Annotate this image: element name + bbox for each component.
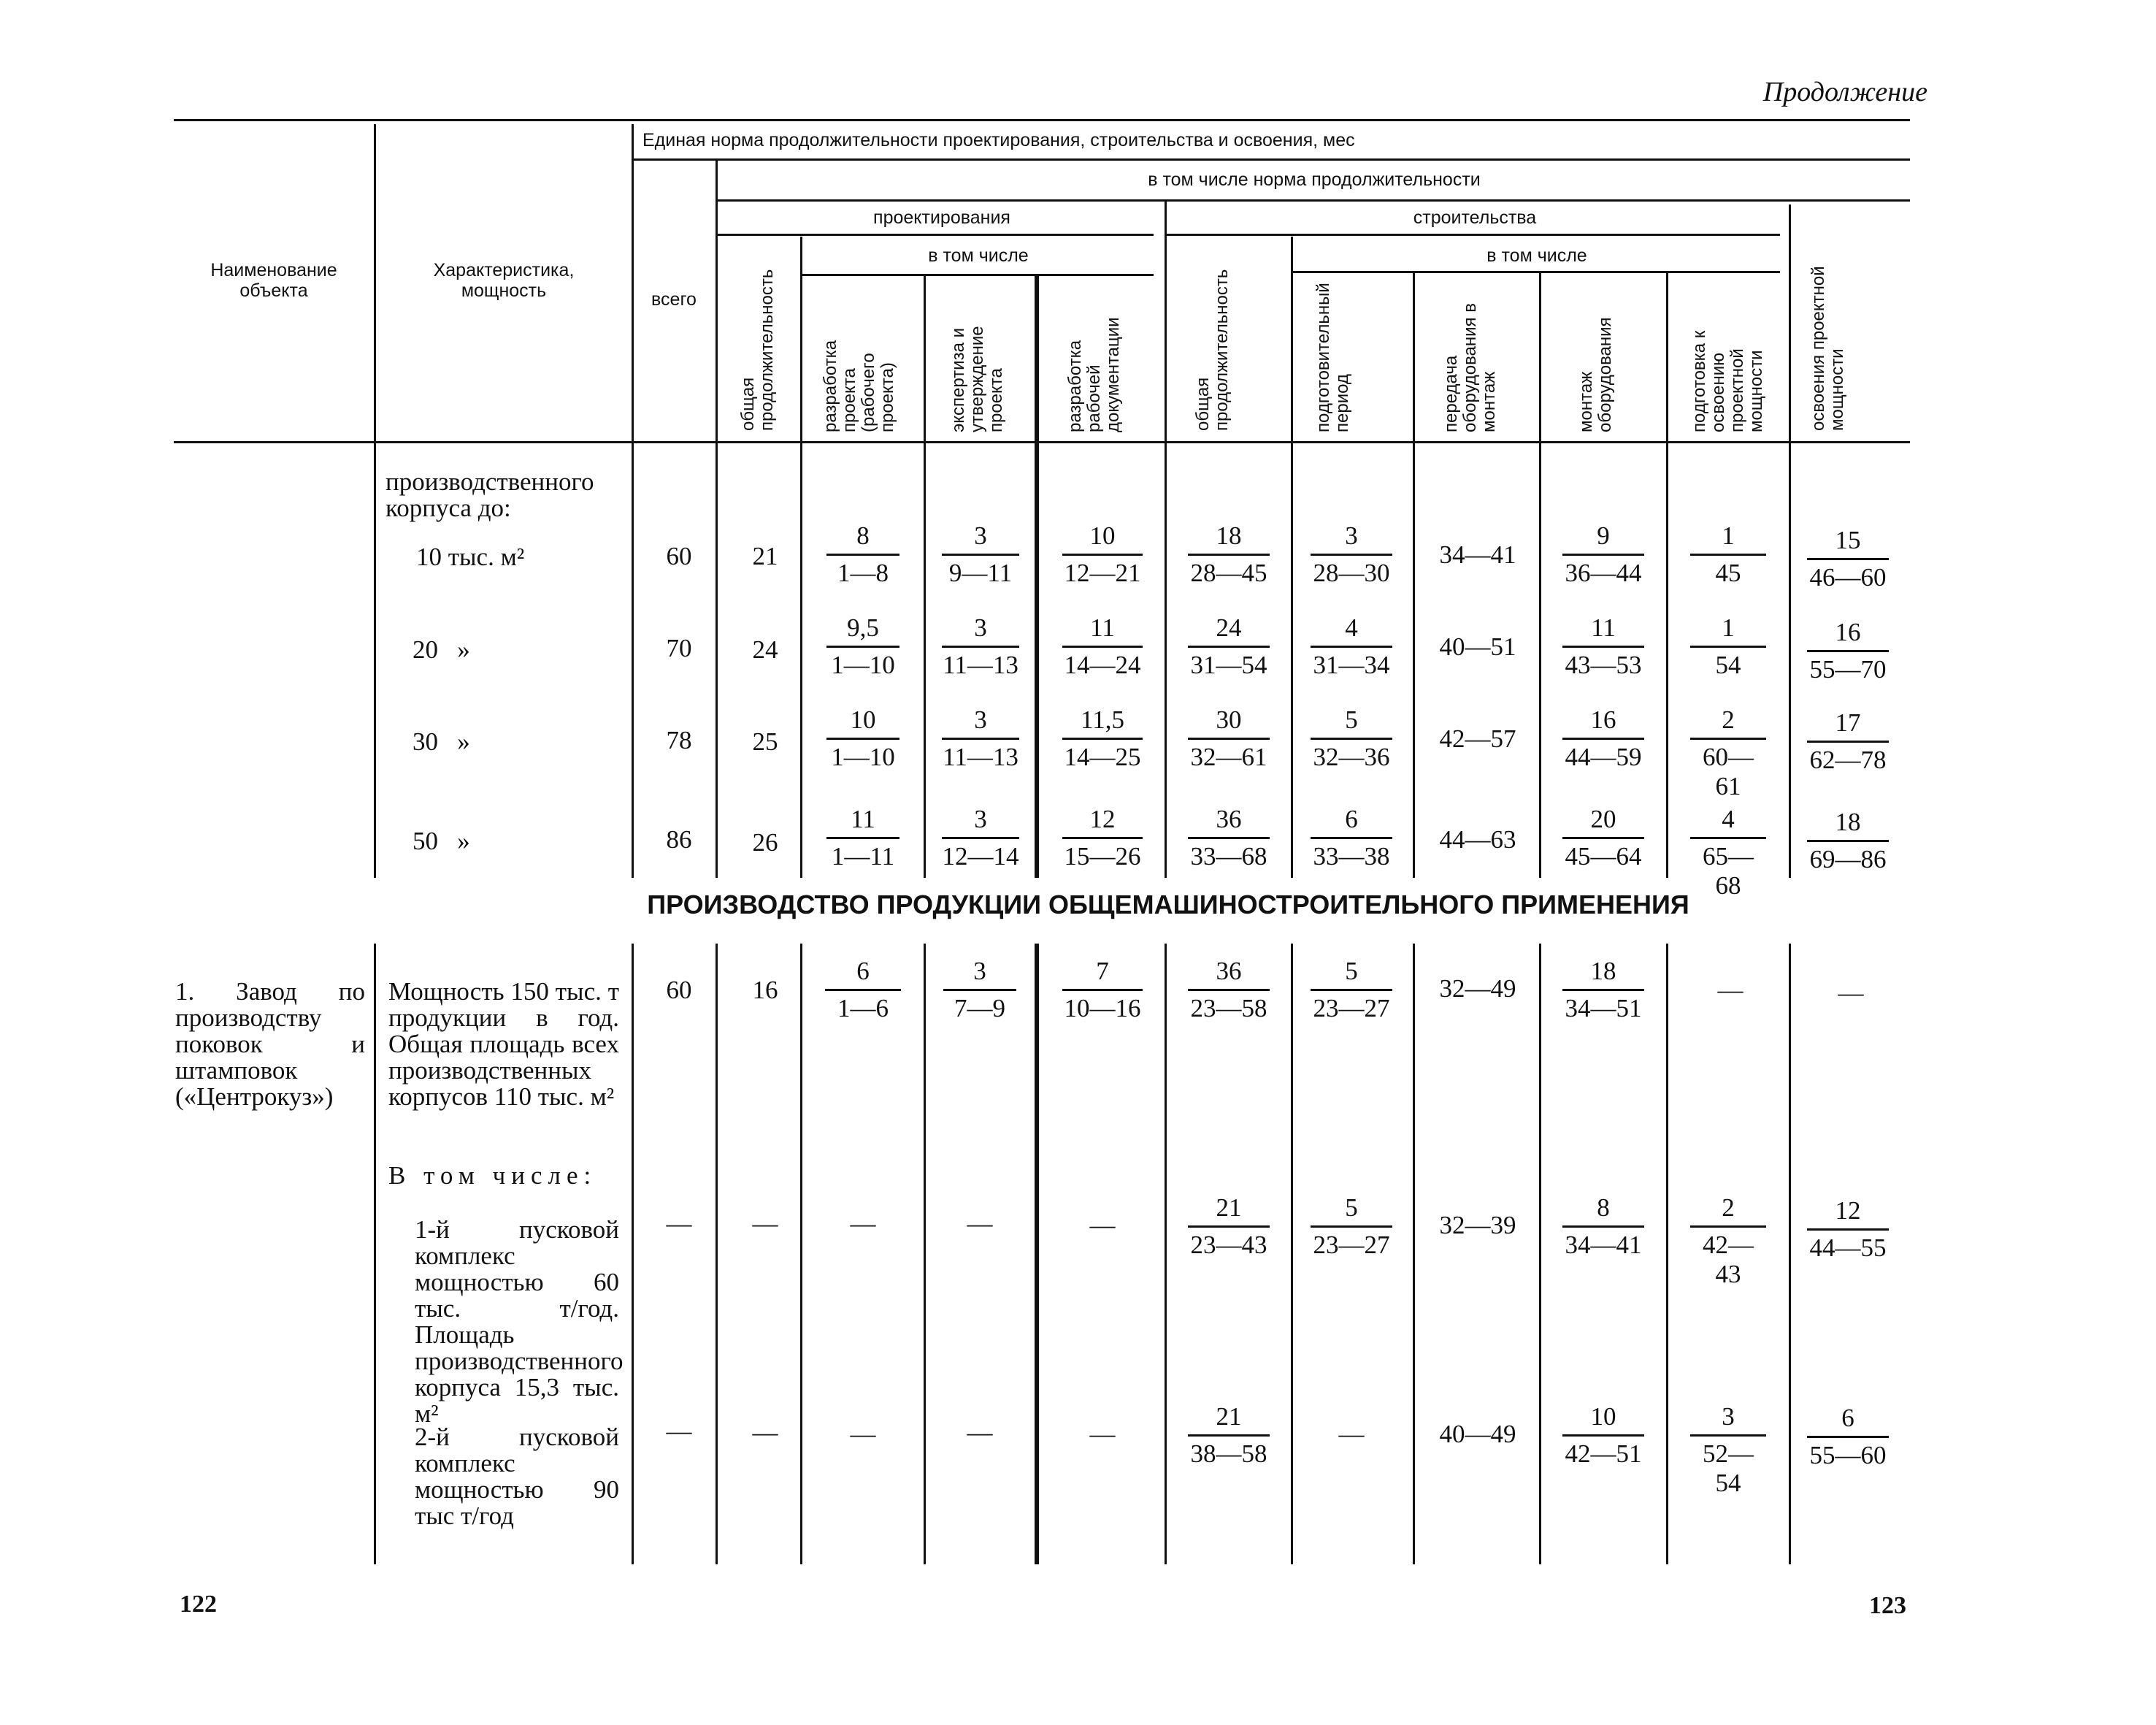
b1-r1-c-ready: $\frac{1}{54}$ — [1690, 613, 1766, 680]
b1-r1-cap: 20 » — [413, 635, 470, 664]
b1-r1-c-transfer: 40—51 — [1439, 632, 1516, 661]
vl-constr-prep — [1413, 273, 1415, 441]
b1-r2-cap: 30 » — [413, 727, 470, 756]
b1-vl-c-ready — [1789, 443, 1791, 878]
header-constr-total: общая продолжительность — [1193, 269, 1232, 431]
b2-p2-c-ready: $\frac{3}{52—54}$ — [1690, 1402, 1766, 1498]
b2-vl-d-work — [1165, 944, 1167, 1564]
b2-vl-c-prep — [1413, 944, 1415, 1564]
b2-p1-c-prep: $\frac{5}{23—27}$ — [1311, 1193, 1392, 1260]
b1-r1-total: 70 — [666, 634, 692, 662]
b2-p2-d-total: — — [752, 1418, 778, 1447]
b1-vl-total — [716, 443, 718, 878]
b2-main-d-total: 16 — [752, 976, 778, 1004]
b2-main-d-exp: $\frac{3}{7—9}$ — [943, 957, 1016, 1023]
b2-p2-c-transfer: 40—49 — [1439, 1420, 1516, 1448]
vl-constr-transfer — [1539, 273, 1541, 441]
b2-vl-c-install — [1666, 944, 1668, 1564]
b2-main-d-dev: $\frac{6}{1—6}$ — [825, 957, 901, 1023]
b1-vl-c-prep — [1413, 443, 1415, 878]
b2-vl-total — [716, 944, 718, 1564]
b2-main-c-total: $\frac{36}{23—58}$ — [1188, 957, 1270, 1023]
vl-design-dev — [924, 276, 926, 441]
rule-below-design-incl — [800, 274, 1154, 276]
b1-r2-d-total: 25 — [752, 727, 778, 756]
b2-p1-d-work: — — [1089, 1211, 1116, 1239]
b2-p2-d-work: — — [1089, 1420, 1116, 1448]
b1-r0-c-prep: $\frac{3}{28—30}$ — [1311, 521, 1392, 588]
b1-r0-c-ready: $\frac{1}{45}$ — [1690, 521, 1766, 588]
b1-r3-total: 86 — [666, 825, 692, 854]
b2-object-name: 1. Завод по производству поковок и штамповок («Центрокуз») — [175, 977, 365, 1111]
b1-vl-name — [374, 443, 376, 878]
b2-main-c-prep: $\frac{5}{23—27}$ — [1311, 957, 1392, 1023]
b2-main-c-transfer: 32—49 — [1439, 974, 1516, 1003]
b2-p1-c-install: $\frac{8}{34—41}$ — [1562, 1193, 1644, 1260]
b2-p2-total: — — [666, 1417, 692, 1445]
header-constr-incl: в том числе — [1486, 245, 1587, 266]
b1-r3-c-ready: $\frac{4}{65—68}$ — [1690, 805, 1766, 900]
b2-p2-c-prep: — — [1338, 1420, 1365, 1448]
b2-vl-char — [632, 944, 634, 1564]
b1-r0-d-total: 21 — [752, 542, 778, 570]
b2-main-total: 60 — [666, 976, 692, 1004]
b1-r2-c-ready: $\frac{2}{60—61}$ — [1690, 705, 1766, 801]
rule-header-bottom — [174, 441, 1910, 443]
b1-r0-c-total: $\frac{18}{28—45}$ — [1188, 521, 1270, 588]
header-char-col: Характеристика, мощность — [433, 260, 575, 301]
b1-vl-d-exp — [1035, 443, 1039, 878]
header-constr-install: монтаж оборудования — [1576, 317, 1615, 432]
b1-vl-c-install — [1666, 443, 1668, 878]
b2-p1-c-ready: $\frac{2}{42—43}$ — [1690, 1193, 1766, 1289]
b1-r0-cap: 10 тыс. м² — [416, 543, 525, 571]
b2-p1-master: $\frac{12}{44—55}$ — [1807, 1196, 1889, 1263]
b2-p1-d-exp: — — [967, 1209, 993, 1238]
header-name-col: Наименование объекта — [210, 260, 337, 301]
vl-total — [716, 161, 718, 441]
vl-char — [632, 124, 634, 441]
vl-design-end — [1165, 202, 1167, 441]
b2-p1-c-transfer: 32—39 — [1439, 1211, 1516, 1239]
header-design: проектирования — [873, 207, 1010, 228]
b1-r1-master: $\frac{16}{55—70}$ — [1807, 618, 1889, 684]
b2-p2-d-dev: — — [850, 1420, 876, 1448]
b2-p2-c-total: $\frac{21}{38—58}$ — [1188, 1402, 1270, 1469]
b1-r0-d-dev: $\frac{8}{1—8}$ — [826, 521, 899, 588]
section-title: ПРОИЗВОДСТВО ПРОДУКЦИИ ОБЩЕМАШИНОСТРОИТЕЛЬНОГО ПРИМЕНЕНИЯ — [647, 890, 1689, 919]
b1-vl-char — [632, 443, 634, 878]
b2-main-d-work: $\frac{7}{10—16}$ — [1062, 957, 1143, 1023]
b1-r2-d-work: $\frac{11,5}{14—25}$ — [1062, 705, 1143, 772]
b2-characteristic: Мощность 150 тыс. т продукции в год. Общая площадь всех производственных корпусов 110 тыс. м² — [388, 977, 619, 1111]
b1-r2-c-install: $\frac{16}{44—59}$ — [1562, 705, 1644, 772]
b1-r1-d-exp: $\frac{3}{11—13}$ — [943, 613, 1018, 679]
b2-p2-char: 2-й пусковой комплекс мощностью 90 тыс т/год — [415, 1423, 619, 1530]
b1-r3-c-total: $\frac{36}{33—68}$ — [1188, 805, 1270, 871]
header-construction: строительства — [1413, 207, 1537, 228]
b1-r1-c-total: $\frac{24}{31—54}$ — [1188, 613, 1270, 680]
b2-vl-d-exp — [1035, 944, 1039, 1564]
b2-p2-d-exp: — — [967, 1418, 993, 1447]
b2-p2-c-install: $\frac{10}{42—51}$ — [1562, 1402, 1644, 1469]
b1-vl-d-total — [800, 443, 802, 878]
header-constr-prep: подготовительный период — [1313, 283, 1352, 432]
header-design-exp: экспертиза и утверждение проекта — [948, 326, 1006, 432]
b1-r1-d-work: $\frac{11}{14—24}$ — [1062, 613, 1143, 680]
b1-vl-c-total — [1291, 443, 1293, 878]
vl-name — [374, 124, 376, 441]
vl-constr-install — [1666, 273, 1668, 441]
b2-p1-d-total: — — [752, 1209, 778, 1238]
b1-r1-d-dev: $\frac{9,5}{1—10}$ — [826, 613, 899, 680]
b2-incl-label: В том числе: — [388, 1161, 597, 1190]
b1-r3-d-dev: $\frac{11}{1—11}$ — [826, 805, 899, 871]
b1-r3-cap: 50 » — [413, 827, 470, 855]
b1-r3-c-prep: $\frac{6}{33—38}$ — [1311, 805, 1392, 871]
b1-r0-d-exp: $\frac{3}{9—11}$ — [942, 521, 1019, 588]
continuation-label: Продолжение — [1762, 77, 1927, 107]
header-total: всего — [651, 289, 697, 310]
header-design-dev: разработка проекта (рабочего проекта) — [821, 340, 897, 432]
b1-r2-c-total: $\frac{30}{32—61}$ — [1188, 705, 1270, 772]
header-design-work: разработка рабочей документации — [1065, 317, 1123, 432]
b1-r2-d-exp: $\frac{3}{11—13}$ — [943, 705, 1018, 771]
header-constr-ready: подготовка к освоению проектной мощности — [1689, 330, 1766, 432]
b1-r1-c-install: $\frac{11}{43—53}$ — [1562, 613, 1644, 680]
page-number-right: 123 — [1869, 1592, 1906, 1619]
b1-r2-d-dev: $\frac{10}{1—10}$ — [826, 705, 899, 772]
rule-below-unified — [632, 158, 1910, 161]
b1-r0-c-transfer: 34—41 — [1439, 540, 1516, 569]
b2-main-master: — — [1838, 979, 1864, 1007]
b1-r3-master: $\frac{18}{69—86}$ — [1807, 808, 1889, 874]
b1-char-label: производственного корпуса до: — [385, 467, 594, 522]
b1-r0-c-install: $\frac{9}{36—44}$ — [1562, 521, 1644, 588]
b2-p2-master: $\frac{6}{55—60}$ — [1807, 1404, 1889, 1470]
header-design-total: общая продолжительность — [738, 269, 777, 431]
b1-r3-d-work: $\frac{12}{15—26}$ — [1062, 805, 1143, 871]
b2-main-c-install: $\frac{18}{34—51}$ — [1562, 957, 1644, 1023]
b1-vl-c-transfer — [1539, 443, 1541, 878]
b2-p1-d-dev: — — [850, 1209, 876, 1238]
b2-p1-c-total: $\frac{21}{23—43}$ — [1188, 1193, 1270, 1260]
b2-p1-total: — — [666, 1209, 692, 1238]
b1-r3-c-install: $\frac{20}{45—64}$ — [1562, 805, 1644, 871]
b1-vl-d-dev — [924, 443, 926, 878]
b2-vl-d-dev — [924, 944, 926, 1564]
b1-r0-master: $\frac{15}{46—60}$ — [1807, 526, 1889, 592]
b1-r3-c-transfer: 44—63 — [1439, 825, 1516, 854]
b2-vl-c-ready — [1789, 944, 1791, 1564]
b2-vl-name — [374, 944, 376, 1564]
rule-below-constr-incl — [1291, 271, 1780, 273]
header-constr-transfer: передача оборудования в монтаж — [1441, 303, 1499, 432]
b2-vl-d-total — [800, 944, 802, 1564]
b1-r0-total: 60 — [666, 542, 692, 570]
b2-vl-c-transfer — [1539, 944, 1541, 1564]
b1-r3-d-total: 26 — [752, 828, 778, 857]
header-mastering: освоения проектной мощности — [1808, 266, 1847, 431]
b1-r3-d-exp: $\frac{3}{12—14}$ — [942, 805, 1019, 871]
vl-design-exp — [1035, 276, 1039, 441]
header-design-incl: в том числе — [928, 245, 1029, 266]
vl-constr-end — [1789, 204, 1791, 441]
b1-vl-d-work — [1165, 443, 1167, 878]
vl-constr-total — [1291, 237, 1293, 441]
rule-below-construction — [1167, 234, 1780, 236]
b1-r2-master: $\frac{17}{62—78}$ — [1807, 708, 1889, 775]
rule-below-incl-norm — [716, 199, 1910, 202]
b1-r2-total: 78 — [666, 726, 692, 754]
b1-r0-d-work: $\frac{10}{12—21}$ — [1062, 521, 1143, 588]
rule-top — [174, 119, 1910, 121]
header-incl-norm: в том числе норма продолжительности — [1148, 169, 1481, 190]
header-unified-norm: Единая норма продолжительности проектирования, строительства и освоения, мес — [642, 130, 1355, 150]
b1-r1-c-prep: $\frac{4}{31—34}$ — [1311, 613, 1392, 680]
b2-p1-char: 1-й пусковой комплекс мощностью 60 тыс. т/год. Площадь производственного корпуса 15,3 тыс. м² — [415, 1215, 624, 1428]
b1-r2-c-prep: $\frac{5}{32—36}$ — [1311, 705, 1392, 772]
rule-below-design — [716, 234, 1154, 236]
b1-r1-d-total: 24 — [752, 635, 778, 664]
b2-vl-c-total — [1291, 944, 1293, 1564]
b2-main-c-ready: — — [1717, 976, 1743, 1004]
b1-r2-c-transfer: 42—57 — [1439, 724, 1516, 753]
page-number-left: 122 — [180, 1591, 217, 1618]
